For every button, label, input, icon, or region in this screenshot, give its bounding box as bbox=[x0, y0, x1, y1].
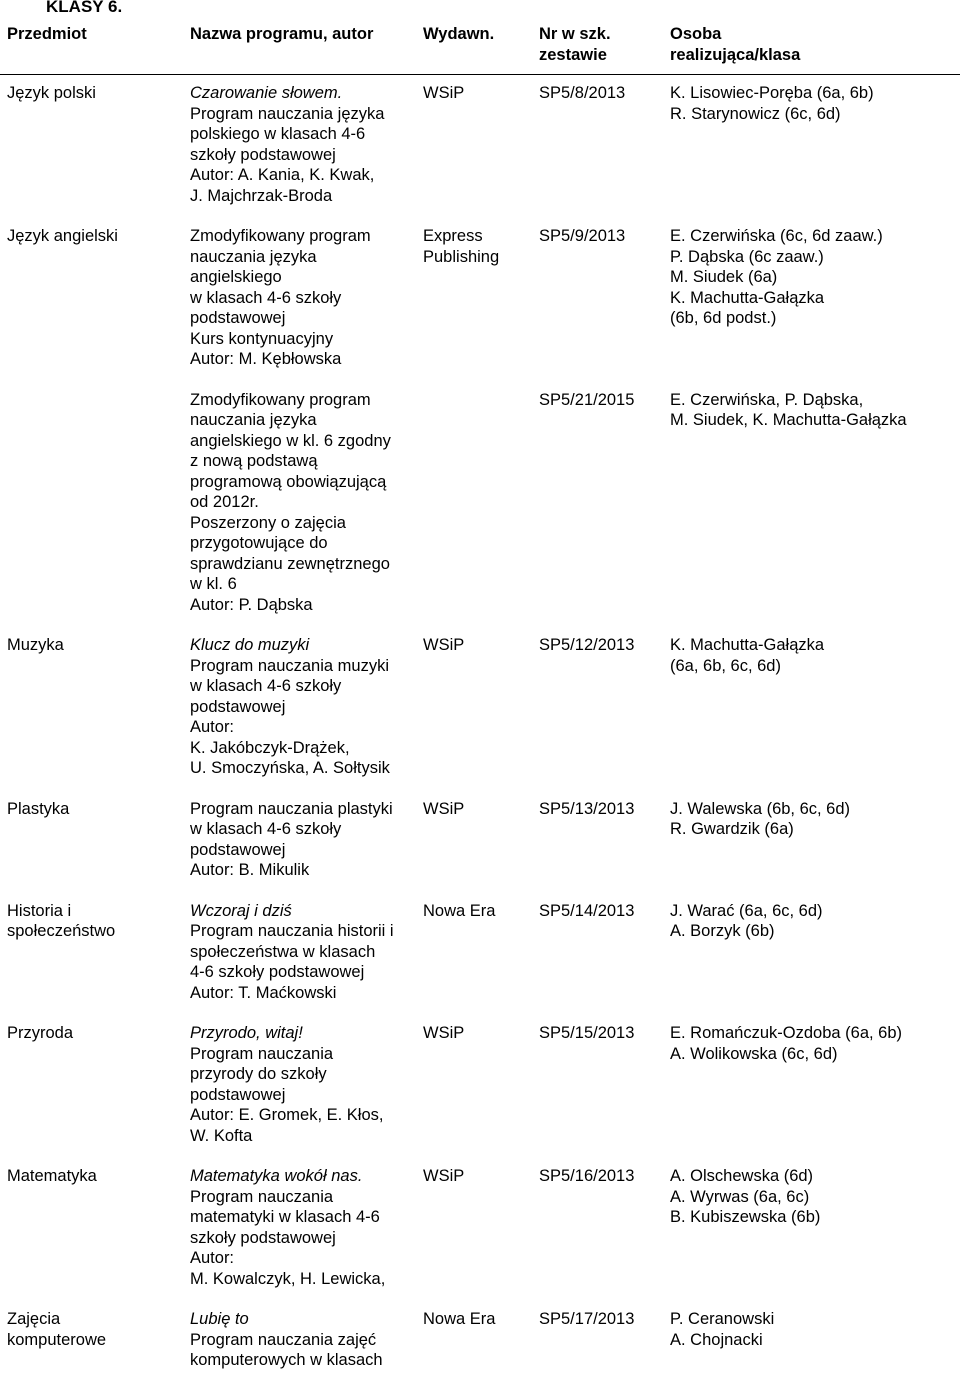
teacher-text: B. Kubiszewska (6b) bbox=[670, 1208, 821, 1226]
program-cell bbox=[183, 1015, 416, 1158]
subject-text: Język angielski bbox=[7, 227, 118, 245]
program-text: J. Majchrzak-Broda bbox=[190, 186, 333, 205]
header-program bbox=[183, 21, 416, 75]
publisher-cell bbox=[416, 382, 532, 628]
subject-text: Zajęcia bbox=[7, 1310, 61, 1328]
number-cell bbox=[532, 893, 663, 1016]
program-text: społeczeństwa w klasach bbox=[190, 942, 376, 961]
subject-cell bbox=[0, 627, 183, 791]
publisher-text: Nowa Era bbox=[423, 1310, 496, 1328]
publisher-cell bbox=[416, 75, 532, 219]
program-title: Matematyka wokół nas. bbox=[190, 1167, 363, 1185]
subject-text: Matematyka bbox=[7, 1167, 97, 1185]
number-cell bbox=[532, 75, 663, 219]
program-text: sprawdzianu zewnętrznego bbox=[190, 554, 390, 573]
teacher-text: A. Borzyk (6b) bbox=[670, 922, 775, 940]
teacher-text: J. Warać (6a, 6c, 6d) bbox=[670, 901, 823, 920]
teacher-cell bbox=[663, 75, 960, 219]
publisher-cell bbox=[416, 1015, 532, 1158]
program-text: nauczania języka bbox=[190, 411, 317, 429]
program-text: od 2012r. bbox=[190, 493, 259, 511]
program-text: z nową podstawą bbox=[190, 452, 318, 470]
program-cell bbox=[183, 627, 416, 791]
program-cell bbox=[183, 382, 416, 628]
teacher-text: K. Machutta-Gałązka bbox=[670, 288, 825, 307]
program-text: Program nauczania bbox=[190, 1187, 334, 1206]
program-text: polskiego w klasach 4-6 bbox=[190, 125, 366, 143]
subject-cell bbox=[0, 1158, 183, 1301]
program-text: matematyki w klasach 4-6 bbox=[190, 1208, 380, 1226]
teacher-text: R. Starynowicz (6c, 6d) bbox=[670, 104, 841, 123]
program-cell bbox=[183, 75, 416, 219]
program-text: 4-6 szkoły podstawowej bbox=[190, 963, 365, 981]
program-text: W. Kofta bbox=[190, 1126, 253, 1145]
header-text: Osoba bbox=[670, 25, 722, 43]
program-text: Autor: E. Gromek, E. Kłos, bbox=[190, 1106, 384, 1124]
teacher-text: E. Romańczuk-Ozdoba (6a, 6b) bbox=[670, 1024, 903, 1042]
teacher-text: A. Chojnacki bbox=[670, 1330, 763, 1349]
program-number: SP5/9/2013 bbox=[539, 227, 626, 245]
table-row bbox=[0, 893, 960, 1016]
header-text: Nr w szk. bbox=[539, 25, 611, 43]
subject-text: komputerowe bbox=[7, 1330, 107, 1349]
teacher-text: M. Siudek, K. Machutta-Gałązka bbox=[670, 411, 907, 429]
subject-text: Muzyka bbox=[7, 636, 64, 654]
program-number: SP5/16/2013 bbox=[539, 1167, 635, 1185]
publisher-cell bbox=[416, 893, 532, 1016]
program-text: Program nauczania bbox=[190, 1044, 334, 1063]
publisher-text: Nowa Era bbox=[423, 901, 496, 920]
teacher-text: (6a, 6b, 6c, 6d) bbox=[670, 656, 781, 675]
teacher-text: J. Walewska (6b, 6c, 6d) bbox=[670, 799, 851, 818]
teacher-text: K. Machutta-Gałązka bbox=[670, 636, 825, 654]
header-text: realizująca/klasa bbox=[670, 45, 801, 64]
teacher-text: A. Olschewska (6d) bbox=[670, 1167, 814, 1185]
table-row bbox=[0, 382, 960, 628]
teacher-text: K. Lisowiec-Poręba (6a, 6b) bbox=[670, 84, 874, 102]
program-text: podstawowej bbox=[190, 697, 286, 716]
page-title: KLASY 6. bbox=[46, 0, 123, 16]
table-row bbox=[0, 218, 960, 382]
number-cell bbox=[532, 1301, 663, 1383]
publisher-text: WSiP bbox=[423, 1024, 465, 1042]
program-text: Autor: T. Maćkowski bbox=[190, 983, 337, 1002]
program-text: Poszerzony o zajęcia bbox=[190, 513, 346, 532]
program-text: w klasach 4-6 szkoły bbox=[190, 677, 342, 695]
header-number bbox=[532, 21, 663, 75]
program-number: SP5/8/2013 bbox=[539, 84, 626, 102]
teacher-cell bbox=[663, 218, 960, 382]
teacher-cell bbox=[663, 382, 960, 628]
subject-cell bbox=[0, 893, 183, 1016]
program-number: SP5/12/2013 bbox=[539, 636, 635, 654]
teacher-text: (6b, 6d podst.) bbox=[670, 309, 777, 327]
teacher-text: E. Czerwińska (6c, 6d zaaw.) bbox=[670, 227, 883, 245]
program-text: Kurs kontynuacyjny bbox=[190, 329, 334, 348]
program-number: SP5/14/2013 bbox=[539, 901, 635, 920]
program-text: Program nauczania plastyki bbox=[190, 799, 393, 818]
header-text: Wydawn. bbox=[423, 25, 495, 43]
program-title: Lubię to bbox=[190, 1310, 249, 1328]
table-row bbox=[0, 627, 960, 791]
header-text: Nazwa programu, autor bbox=[190, 25, 374, 43]
subject-text: Plastyka bbox=[7, 799, 70, 818]
program-text: podstawowej bbox=[190, 840, 286, 859]
table-row bbox=[0, 1301, 960, 1383]
program-text: przygotowujące do bbox=[190, 534, 328, 552]
program-title: Wczoraj i dziś bbox=[190, 901, 292, 920]
program-text: U. Smoczyńska, A. Sołtysik bbox=[190, 759, 390, 777]
program-text: szkoły podstawowej bbox=[190, 1228, 336, 1247]
number-cell bbox=[532, 218, 663, 382]
program-number: SP5/21/2015 bbox=[539, 390, 635, 409]
teacher-cell bbox=[663, 1015, 960, 1158]
program-cell bbox=[183, 791, 416, 893]
teacher-cell bbox=[663, 893, 960, 1016]
program-text: Autor: M. Kębłowska bbox=[190, 350, 342, 368]
program-cell bbox=[183, 218, 416, 382]
program-text: Zmodyfikowany program bbox=[190, 227, 371, 245]
subject-cell bbox=[0, 1301, 183, 1383]
program-cell bbox=[183, 893, 416, 1016]
program-text: Autor: bbox=[190, 718, 235, 736]
program-title: Przyrodo, witaj! bbox=[190, 1024, 303, 1042]
header-text: zestawie bbox=[539, 45, 607, 64]
publisher-cell bbox=[416, 791, 532, 893]
teacher-cell bbox=[663, 1158, 960, 1301]
header-row bbox=[0, 21, 960, 75]
publisher-text: WSiP bbox=[423, 1167, 465, 1185]
program-text: podstawowej bbox=[190, 1085, 286, 1104]
program-text: M. Kowalczyk, H. Lewicka, bbox=[190, 1269, 386, 1288]
program-text: Autor: P. Dąbska bbox=[190, 595, 313, 614]
publisher-cell bbox=[416, 627, 532, 791]
program-text: w klasach 4-6 szkoły bbox=[190, 288, 342, 307]
program-text: Autor: B. Mikulik bbox=[190, 861, 310, 879]
teacher-text: A. Wyrwas (6a, 6c) bbox=[670, 1187, 810, 1206]
program-text: Autor: A. Kania, K. Kwak, bbox=[190, 166, 375, 184]
number-cell bbox=[532, 1015, 663, 1158]
publisher-cell bbox=[416, 1158, 532, 1301]
program-title: Klucz do muzyki bbox=[190, 636, 310, 654]
program-text: K. Jakóbczyk-Drążek, bbox=[190, 738, 350, 757]
subject-text: Historia i bbox=[7, 901, 72, 920]
publisher-text: WSiP bbox=[423, 636, 465, 654]
header-publisher bbox=[416, 21, 532, 75]
teacher-text: E. Czerwińska, P. Dąbska, bbox=[670, 390, 864, 409]
program-text: Program nauczania języka bbox=[190, 104, 385, 123]
header-teacher bbox=[663, 21, 960, 75]
publisher-text: WSiP bbox=[423, 84, 465, 102]
program-number: SP5/15/2013 bbox=[539, 1024, 635, 1042]
subject-cell bbox=[0, 382, 183, 628]
table-body bbox=[0, 75, 960, 1383]
publisher-cell bbox=[416, 1301, 532, 1383]
teacher-cell bbox=[663, 627, 960, 791]
program-cell bbox=[183, 1158, 416, 1301]
subject-cell bbox=[0, 791, 183, 893]
curriculum-table bbox=[0, 21, 960, 1383]
table-row bbox=[0, 1158, 960, 1301]
table-row bbox=[0, 791, 960, 893]
publisher-text: WSiP bbox=[423, 799, 465, 818]
number-cell bbox=[532, 627, 663, 791]
number-cell bbox=[532, 791, 663, 893]
teacher-text: R. Gwardzik (6a) bbox=[670, 820, 794, 838]
program-text: angielskiego bbox=[190, 268, 282, 286]
header-subject bbox=[0, 21, 183, 75]
teacher-text: P. Dąbska (6c zaaw.) bbox=[670, 247, 824, 266]
teacher-cell bbox=[663, 791, 960, 893]
subject-text: Przyroda bbox=[7, 1024, 74, 1042]
program-text: komputerowych w klasach bbox=[190, 1351, 383, 1369]
subject-text: społeczeństwo bbox=[7, 922, 116, 940]
program-text: Autor: bbox=[190, 1249, 235, 1267]
teacher-text: M. Siudek (6a) bbox=[670, 268, 778, 286]
table-row bbox=[0, 75, 960, 219]
teacher-text: P. Ceranowski bbox=[670, 1310, 775, 1328]
program-number: SP5/17/2013 bbox=[539, 1310, 635, 1328]
program-cell bbox=[183, 1301, 416, 1383]
program-text: Program nauczania zajęć bbox=[190, 1330, 377, 1349]
program-text: w kl. 6 bbox=[190, 575, 237, 593]
program-number: SP5/13/2013 bbox=[539, 799, 635, 818]
table-header bbox=[0, 21, 960, 75]
table-row bbox=[0, 1015, 960, 1158]
subject-text: Język polski bbox=[7, 84, 96, 102]
subject-cell bbox=[0, 218, 183, 382]
number-cell bbox=[532, 1158, 663, 1301]
program-text: w klasach 4-6 szkoły bbox=[190, 820, 342, 838]
program-text: Zmodyfikowany program bbox=[190, 390, 371, 409]
subject-cell bbox=[0, 75, 183, 219]
header-text: Przedmiot bbox=[7, 25, 87, 43]
teacher-cell bbox=[663, 1301, 960, 1383]
subject-cell bbox=[0, 1015, 183, 1158]
program-text: Program nauczania historii i bbox=[190, 922, 394, 940]
publisher-text: Express bbox=[423, 227, 483, 245]
teacher-text: A. Wolikowska (6c, 6d) bbox=[670, 1044, 838, 1063]
program-text: przyrody do szkoły bbox=[190, 1065, 327, 1083]
program-text: szkoły podstawowej bbox=[190, 145, 336, 164]
number-cell bbox=[532, 382, 663, 628]
program-text: podstawowej bbox=[190, 309, 286, 327]
program-text: Program nauczania muzyki bbox=[190, 656, 389, 675]
program-title: Czarowanie słowem. bbox=[190, 84, 343, 102]
program-text: nauczania języka bbox=[190, 247, 317, 266]
program-text: programową obowiązującą bbox=[190, 472, 387, 491]
publisher-cell bbox=[416, 218, 532, 382]
program-text: angielskiego w kl. 6 zgodny bbox=[190, 431, 391, 450]
publisher-text: Publishing bbox=[423, 247, 500, 266]
